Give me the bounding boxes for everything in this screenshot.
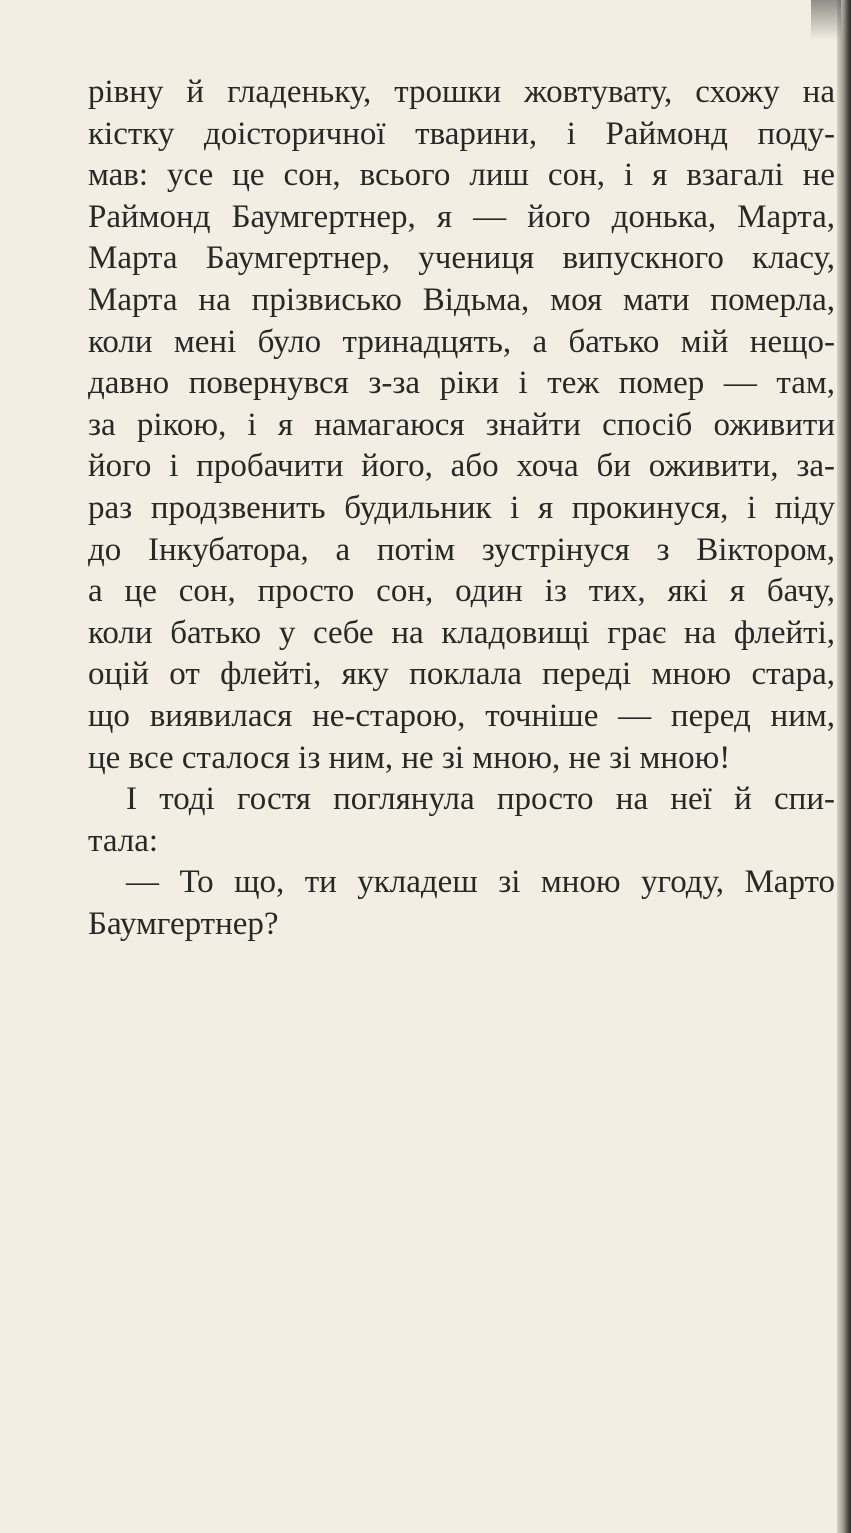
- text-line: тала:: [88, 822, 159, 859]
- text-line: Марта на прізвисько Відьма, моя мати померла,: [88, 281, 835, 318]
- text-line: це все сталося із ним, не зі мною, не зі мною!: [88, 739, 731, 776]
- text-line: оцій от флейті, яку поклала переді мною стара,: [88, 656, 835, 693]
- text-line: що виявилася не-старою, точніше — перед ним,: [88, 697, 835, 734]
- text-line: коли батько у себе на кладовищі грає на флейті,: [88, 614, 835, 651]
- text-line: — То що, ти укладеш зі мною угоду, Марто: [126, 864, 835, 901]
- body-text: [88, 72, 835, 945]
- page-spine-edge: [837, 0, 851, 1533]
- text-line: І тоді гостя поглянула просто на неї й спи-: [126, 781, 835, 818]
- text-line: мав: усе це сон, всього лиш сон, і я взагалі не: [88, 157, 835, 194]
- text-line: рівну й гладеньку, трошки жовтувату, схожу на: [88, 74, 835, 110]
- text-line: Баумгертнер?: [88, 905, 279, 942]
- text-line: Марта Баумгертнер, учениця випускного класу,: [88, 240, 835, 277]
- text-line: раз продзвенить будильник і я прокинуся, і піду: [88, 489, 835, 526]
- text-line: давно повернувся з-за ріки і теж помер — там,: [88, 365, 835, 402]
- text-line: за рікою, і я намагаюся знайти спосіб оживити: [88, 406, 835, 443]
- text-line: до Інкубатора, а потім зустрінуся з Віктором,: [88, 531, 835, 568]
- text-line: Раймонд Баумгертнер, я — його донька, Марта,: [88, 198, 835, 235]
- page-corner-shadow: [811, 0, 841, 40]
- text-line: кістку доісторичної тварини, і Раймонд поду-: [88, 115, 835, 152]
- text-line: коли мені було тринадцять, а батько мій нещо-: [88, 323, 835, 360]
- text-line: а це сон, просто сон, один із тих, які я бачу,: [88, 573, 835, 610]
- text-line: його і пробачити його, або хоча би оживити, за-: [88, 448, 835, 485]
